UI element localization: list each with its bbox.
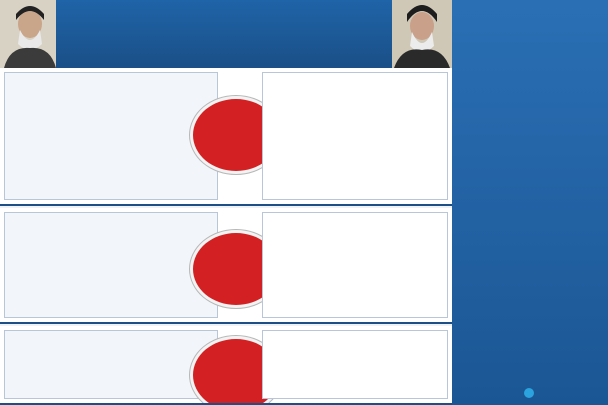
- telegram-link-row[interactable]: [456, 388, 604, 398]
- portrait-left-illustration: [0, 0, 56, 68]
- source-box: [262, 72, 448, 200]
- main-content: [0, 68, 452, 405]
- commentary-box: [4, 212, 218, 318]
- sidebar-panel: [452, 0, 608, 405]
- source-box: [262, 330, 448, 399]
- header-banner: [0, 0, 452, 68]
- portrait-right-illustration: [392, 0, 452, 68]
- commentary-box: [4, 72, 218, 200]
- commentary-box: [4, 330, 218, 399]
- portrait-right-image: [392, 0, 452, 68]
- telegram-icon: [524, 388, 534, 398]
- criteria-row: [0, 326, 452, 405]
- portrait-left-image: [0, 0, 56, 68]
- criteria-row: [0, 68, 452, 206]
- source-box: [262, 212, 448, 318]
- criteria-row: [0, 208, 452, 324]
